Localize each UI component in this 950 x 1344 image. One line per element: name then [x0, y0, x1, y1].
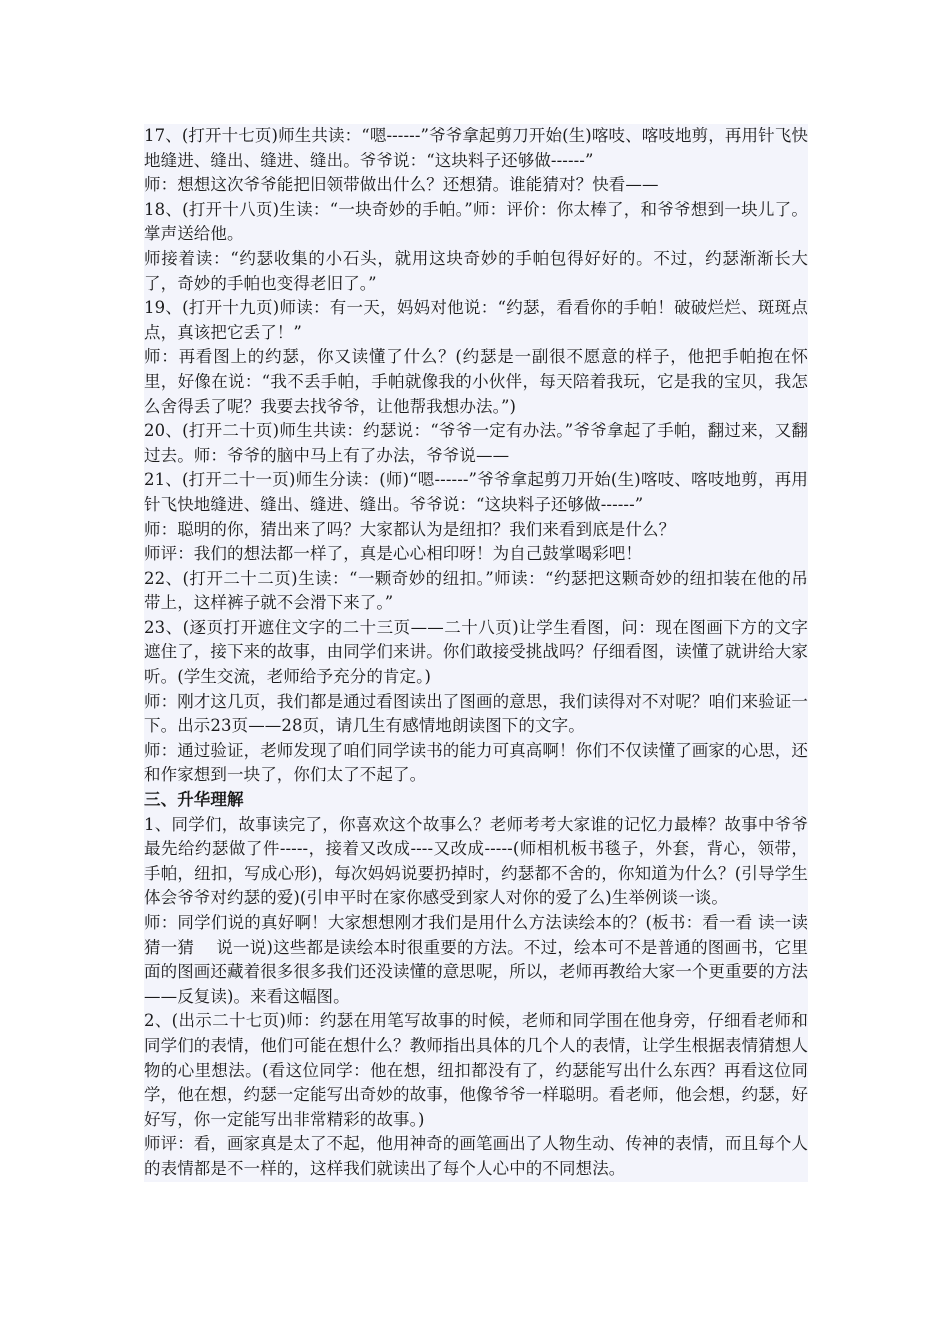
paragraph-teacher-verify: 师：刚才这几页，我们都是通过看图读出了图画的意思，我们读得对不对呢？咱们来验证一下。出示23页——28页，请几生有感情地朗读图下的文字。 [144, 691, 808, 736]
paragraph-19: 19、(打开十九页)师读：有一天，妈妈对他说：“约瑟，看看你的手帕！破破烂烂、斑斑点点，真该把它丢了！” [144, 298, 808, 342]
paragraph-teacher-praise: 师：通过验证，老师发现了咱们同学读书的能力可真高啊！你们不仅读懂了画家的心思，还和作家想到一块了，你们太了不起了。 [144, 740, 808, 785]
paragraph-teacher-reads: 师接着读：“约瑟收集的小石头，就用这块奇妙的手帕包得好好的。不过，约瑟渐渐长大了，奇妙的手帕也变得老旧了。” [144, 248, 808, 293]
paragraph-teacher-look-picture: 师：再看图上的约瑟，你又读懂了什么？(约瑟是一副很不愿意的样子，他把手帕抱在怀里，好像在说：“我不丢手帕，手帕就像我的小伙伴，每天陪着我玩，它是我的宝贝，我怎么舍得丢了呢？我要去找爷爷，让他帮我想办法。”) [144, 347, 808, 416]
paragraph-teacher-smart: 师：聪明的你，猜出来了吗？大家都认为是纽扣？我们来看到底是什么？ [144, 519, 676, 539]
document-body [144, 124, 830, 1182]
paragraph-section-2: 2、(出示二十七页)师：约瑟在用笔写故事的时候，老师和同学围在他身旁，仔细看老师和同学们的表情，他们可能在想什么？教师指出具体的几个人的表情，让学生根据表情猜想人物的心里想法。(看这位同学：他在想，纽扣都没有了，约瑟能写出什么东西？再看这位同学，他在想，约瑟一定能写出奇妙的故事，他像爷爷一样聪明。看老师，他会想，约瑟，好好写，你一定能写出非常精彩的故事。) [144, 1011, 808, 1129]
paragraph-teacher-comment: 师评：我们的想法都一样了，真是心心相印呀！为自己鼓掌喝彩吧！ [144, 544, 642, 564]
paragraph-teacher-final: 师评：看，画家真是太了不起，他用神奇的画笔画出了人物生动、传神的表情，而且每个人的表情都是不一样的，这样我们就读出了每个人心中的不同想法。 [144, 1134, 808, 1178]
paragraph-17: 17、(打开十七页)师生共读：“嗯------”爷爷拿起剪刀开始(生)喀吱、喀吱地剪，再用针飞快地缝进、缝出、缝进、缝出。爷爷说：“这块料子还够做------” [144, 126, 808, 170]
paragraph-20: 20、(打开二十页)师生共读：约瑟说：“爷爷一定有办法。”爷爷拿起了手帕，翻过来，又翻过去。师：爷爷的脑中马上有了办法，爷爷说—— [144, 421, 808, 465]
section-heading: 三、升华理解 [144, 790, 244, 810]
paragraph-18: 18、(打开十八页)生读：“一块奇妙的手帕。”师：评价：你太棒了，和爷爷想到一块儿了。掌声送给他。 [144, 199, 808, 244]
paragraph-21: 21、(打开二十一页)师生分读：(师)“嗯------”爷爷拿起剪刀开始(生)喀吱、喀吱地剪，再用针飞快地缝进、缝出、缝进、缝出。爷爷说：“这块料子还够做------” [144, 470, 808, 514]
paragraph-section-1: 1、同学们，故事读完了，你喜欢这个故事么？老师考考大家谁的记忆力最棒？故事中爷爷最先给约瑟做了件-----，接着又改成----又改成-----(师相机板书毯子，外套，背心，领带，手帕，纽扣，写成心形)，每次妈妈说要扔掉时，约瑟都不舍的，你知道为什么？(引导学生体会爷爷对约瑟的爱)(引申平时在家你感受到家人对你的爱了么)生举例谈一谈。 [144, 814, 808, 908]
paragraph-teacher-methods: 师：同学们说的真好啊！大家想想刚才我们是用什么方法读绘本的？(板书：看一看 读一读 猜一猜 说一说)这些都是读绘本时很重要的方法。不过，绘本可不是普通的图画书，它里面的图画还藏着很多很多我们还没读懂的意思呢，所以，老师再教给大家一个更重要的方法——反复读)。来看这幅图。 [144, 913, 830, 1006]
paragraph-22: 22、(打开二十二页)生读：“一颗奇妙的纽扣。”师读：“约瑟把这颗奇妙的纽扣装在他的吊带上，这样裤子就不会滑下来了。” [144, 568, 808, 613]
paragraph-23: 23、(逐页打开遮住文字的二十三页——二十八页)让学生看图，问：现在图画下方的文字遮住了，接下来的故事，由同学们来讲。你们敢接受挑战吗？仔细看图，读懂了就讲给大家听。(学生交流，老师给予充分的肯定。) [144, 617, 808, 687]
paragraph-teacher-guess: 师：想想这次爷爷能把旧领带做出什么？还想猜。谁能猜对？快看—— [144, 175, 659, 195]
